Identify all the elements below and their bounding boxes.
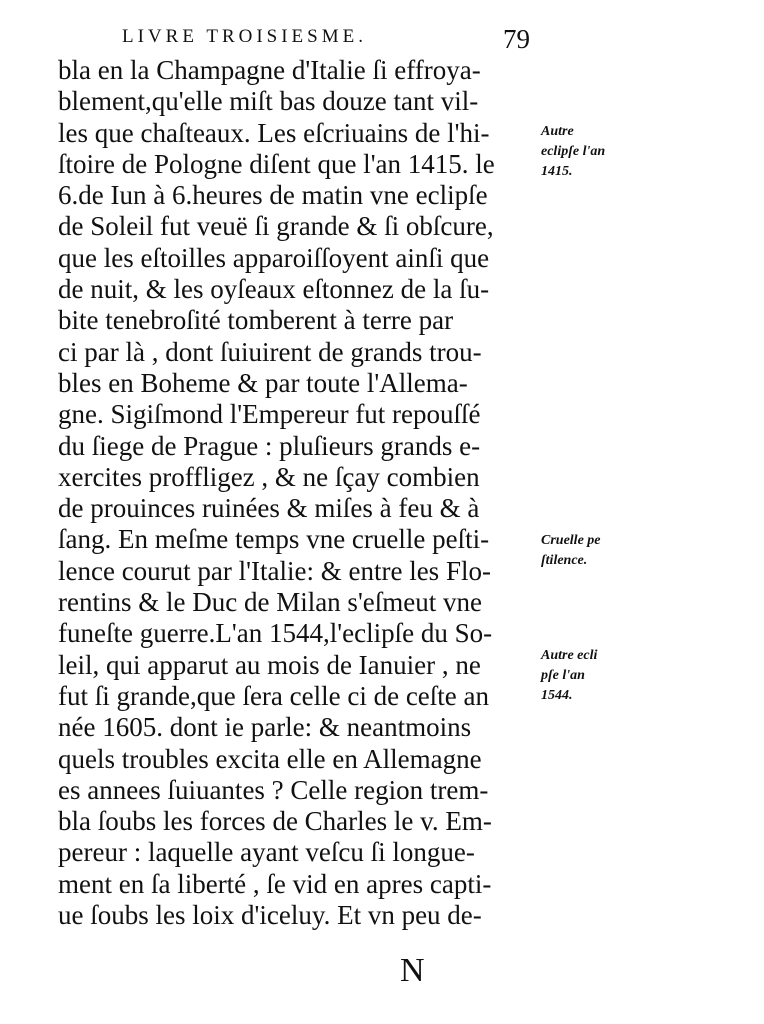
text-line: ſang. En meſme temps vne cruelle peſti- [58,524,490,555]
text-line: leil, qui apparut au mois de Ianuier , ne [58,649,481,680]
marginal-note-line: 1544. [541,688,573,703]
text-line: pereur : laquelle ayant veſcu ſi longue- [58,837,475,868]
text-line: ſtoire de Pologne diſent que l'an 1415. le [58,148,495,179]
text-line: fut ſi grande,que ſera celle ci de ceſte an [58,680,490,711]
text-line: les que chaſteaux. Les eſcriuains de l'hi- [58,117,490,148]
marginal-note-line: Autre ecli [541,648,598,663]
text-line: quels troubles excita elle en Allemagne [58,743,482,774]
text-line: ci par là , dont ſuiuirent de grands trou- [58,336,482,367]
text-line: bla ſoubs les forces de Charles le v. Em- [58,806,492,837]
text-line: lence courut par l'Italie: & entre les Flo- [58,555,491,586]
text-line: née 1605. dont ie parle: & neantmoins [58,712,472,743]
marginal-note-pestilence [541,531,601,571]
text-line: blement,qu'elle miſt bas douze tant vil- [58,86,479,117]
marginal-note-line: 1415. [541,164,573,179]
text-line: ue ſoubs les loix d'iceluy. Et vn peu de- [58,900,482,931]
marginal-note-eclipse-1415 [541,122,605,182]
text-line: funeſte guerre.L'an 1544,l'eclipſe du So- [58,618,493,649]
marginal-note-line: pſe l'an [541,668,585,683]
main-text-block [58,55,540,931]
text-line: de Soleil fut veuë ſi grande & ſi obſcure, [58,211,494,242]
text-line: xercites proffligez , & ne ſçay combien [58,461,480,492]
running-title: LIVRE TROISIESME. [122,26,367,47]
text-line: bite tenebroſité tomberent à terre par [58,305,454,336]
text-line: 6.de Iun à 6.heures de matin vne eclipſe [58,180,488,211]
text-line: de nuit, & les oyſeaux eſtonnez de la ſu- [58,274,490,305]
text-line: gne. Sigiſmond l'Empereur fut repouſſé [58,399,481,430]
text-line: rentins & le Duc de Milan s'eſmeut vne [58,587,483,618]
text-line: du ſiege de Prague : pluſieurs grands e- [58,430,481,461]
text-line: que les eſtoilles apparoiſſoyent ainſi que [58,242,490,273]
marginal-note-eclipse-1544 [541,646,597,706]
signature-mark: N [400,952,425,989]
text-line: es annees ſuiuantes ? Celle region trem- [58,774,489,805]
marginal-note-line: eclipſe l'an [541,144,606,159]
marginal-note-line: Autre [541,124,574,139]
marginal-note-line: ſtilence. [541,553,588,568]
text-line: bles en Boheme & par toute l'Allema- [58,367,468,398]
marginal-note-line: Cruelle pe [541,533,601,548]
text-line: bla en la Champagne d'Italie ſi effroya- [58,55,481,85]
text-line: de prouinces ruinées & miſes à feu & à [58,493,480,524]
page-number: 79 [503,24,530,54]
text-line: ment en ſa liberté , ſe vid en apres capti- [58,868,492,899]
